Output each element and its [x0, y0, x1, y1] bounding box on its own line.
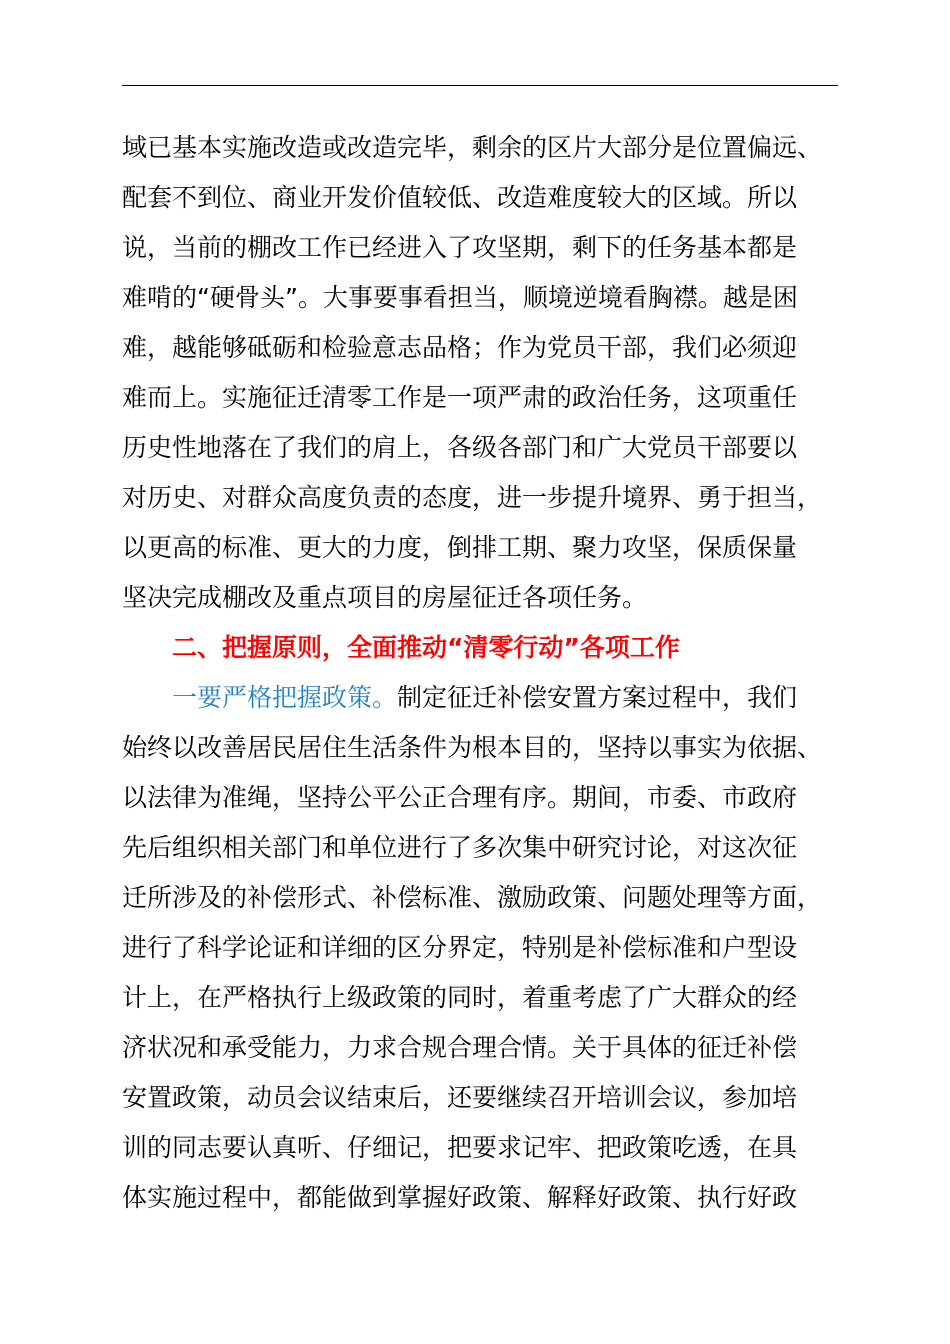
paragraph-line: 始终以改善居民居住生活条件为根本目的，坚持以事实为依据、	[122, 733, 823, 762]
paragraph-line: 以更高的标准、更大的力度，倒排工期、聚力攻坚，保质保量	[122, 533, 798, 562]
paragraph-line: 以法律为准绳，坚持公平公正合理有序。期间，市委、市政府	[122, 783, 798, 812]
section-heading: 二、把握原则，全面推动“清零行动”各项工作	[172, 633, 680, 662]
paragraph-line: 计上，在严格执行上级政策的同时，着重考虑了广大群众的经	[122, 983, 798, 1012]
paragraph-line: 济状况和承受能力，力求合规合理合情。关于具体的征迁补偿	[122, 1033, 798, 1062]
paragraph-line: 安置政策，动员会议结束后，还要继续召开培训会议，参加培	[122, 1083, 798, 1112]
lead-sentence: 一要严格把握政策。	[172, 683, 398, 712]
paragraph-line: 先后组织相关部门和单位进行了多次集中研究讨论，对这次征	[122, 833, 798, 862]
paragraph-first-line	[122, 673, 862, 723]
paragraph-line: 难啃的“硬骨头”。大事要事看担当，顺境逆境看胸襟。越是困	[122, 283, 798, 312]
document-body	[122, 123, 862, 1223]
header-rule	[122, 85, 838, 86]
paragraph-1	[122, 123, 862, 623]
paragraph-2	[122, 673, 862, 1223]
paragraph-line: 进行了科学论证和详细的区分界定，特别是补偿标准和户型设	[122, 933, 798, 962]
paragraph-line: 难而上。实施征迁清零工作是一项严肃的政治任务，这项重任	[122, 383, 798, 412]
paragraph-line: 配套不到位、商业开发价值较低、改造难度较大的区域。所以	[122, 183, 798, 212]
paragraph-line: 坚决完成棚改及重点项目的房屋征迁各项任务。	[122, 583, 648, 612]
first-line-rest: 制定征迁补偿安置方案过程中，我们	[397, 683, 798, 712]
paragraph-line: 训的同志要认真听、仔细记，把要求记牢、把政策吃透，在具	[122, 1133, 798, 1162]
paragraph-line: 难，越能够砥砺和检验意志品格；作为党员干部，我们必须迎	[122, 333, 798, 362]
paragraph-line: 迁所涉及的补偿形式、补偿标准、激励政策、问题处理等方面，	[122, 883, 823, 912]
paragraph-line: 体实施过程中，都能做到掌握好政策、解释好政策、执行好政	[122, 1183, 798, 1212]
paragraph-line: 历史性地落在了我们的肩上，各级各部门和广大党员干部要以	[122, 433, 798, 462]
paragraph-line: 对历史、对群众高度负责的态度，进一步提升境界、勇于担当，	[122, 483, 823, 512]
paragraph-line: 域已基本实施改造或改造完毕，剩余的区片大部分是位置偏远、	[122, 133, 823, 162]
paragraph-line: 说，当前的棚改工作已经进入了攻坚期，剩下的任务基本都是	[122, 233, 798, 262]
